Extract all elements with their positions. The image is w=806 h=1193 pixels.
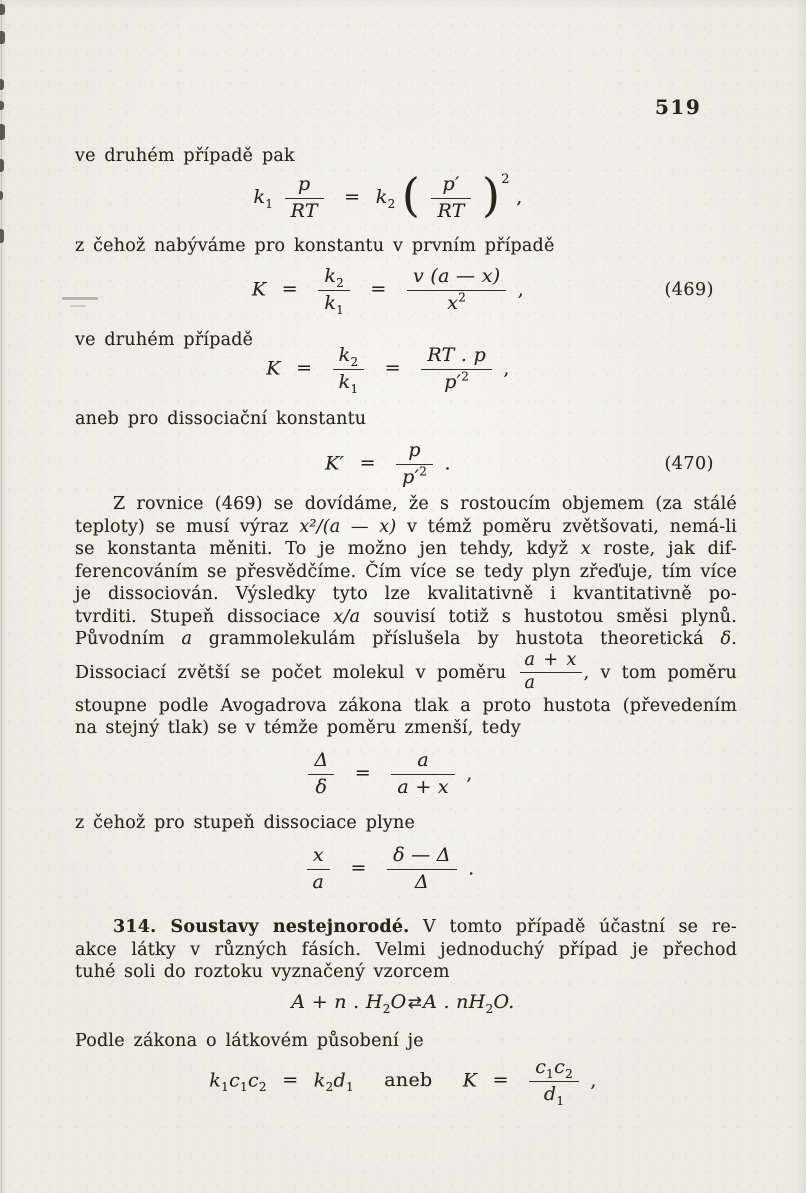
eq-punctuation: ,: [466, 762, 473, 785]
fraction-numerator: a: [417, 749, 429, 771]
fraction-numerator: p: [297, 172, 311, 195]
text-run: , v tom poměru: [583, 662, 737, 683]
text-line-intro1: ve druhém případě pak: [75, 146, 295, 166]
equals-sign: =: [281, 278, 298, 301]
equation-density-ratio: [60, 750, 716, 799]
fraction-denominator: [333, 369, 365, 394]
scan-artifact: [0, 79, 4, 90]
text-run: akce látky v různých fásích. Velmi jednoduchý případ je přechod: [75, 939, 737, 960]
fraction-denominator: [318, 290, 350, 315]
fraction: [387, 845, 457, 894]
equation-number: (469): [664, 280, 714, 301]
fraction-numerator: x: [312, 844, 324, 866]
text-line-after-ratio: z čehož pro stupeň dissociace plyne: [75, 813, 416, 833]
eq-subscript: 2: [258, 1080, 267, 1095]
text-run: ferencováním se přesvědčíme. Čím více se tedy plyn zřeďuje, tím více: [75, 561, 737, 582]
left-parenthesis: (: [401, 168, 421, 222]
text-run: Dissociací zvětší se počet molekul v poměru: [75, 662, 518, 683]
text-line: [75, 961, 737, 984]
eq-var: k: [375, 186, 388, 208]
eq-var: c: [247, 1069, 259, 1092]
text-line-intro4: aneb pro dissociační konstantu: [75, 409, 367, 429]
fraction-numerator: v (a — x): [413, 265, 501, 287]
eq-term: A + n . H: [291, 991, 383, 1013]
fraction: [529, 1057, 579, 1106]
text-line: [75, 717, 737, 740]
scan-artifact: [0, 31, 5, 44]
inline-fraction: $\frac{a + x}{a}$: [520, 651, 582, 693]
eq-subscript: 1: [556, 1093, 565, 1108]
eq-var: k: [338, 370, 351, 393]
text-run: se konstanta měniti. To je možno jen tehdy, když: [75, 539, 581, 559]
fraction: [391, 750, 455, 799]
fraction: [396, 440, 433, 489]
fraction-denominator: δ: [308, 774, 334, 799]
text-run: roste, jak dif-: [590, 539, 737, 559]
eq-var: x: [447, 291, 459, 314]
eq-subscript: 1: [346, 1080, 354, 1095]
italic-run: x²/(a — x): [299, 516, 397, 537]
equation-mass-action: [75, 1057, 731, 1106]
text-run: teploty) se musí výraz: [75, 516, 300, 537]
eq-word-aneb: aneb: [384, 1069, 433, 1092]
text-run: grammolekulám příslušela by hustota theoretická: [192, 629, 721, 649]
fraction: [285, 174, 324, 223]
eq-subscript: 1: [336, 302, 345, 317]
equation-pressure: [60, 168, 716, 222]
eq-punctuation: ,: [517, 278, 525, 301]
bold-run: 314. Soustavy nestejnorodé.: [113, 917, 410, 937]
text-line: [75, 493, 737, 516]
fraction-denominator: a + x: [391, 774, 455, 799]
eq-var: k: [324, 265, 337, 287]
text-run: souvisí totiž s hustotou směsi plynů.: [360, 606, 737, 627]
equation-469: [60, 266, 716, 315]
text-line: [75, 651, 737, 695]
text-line-intro2: z čehož nabýváme pro konstantu v prvním případě: [75, 236, 555, 256]
fraction: [333, 345, 365, 394]
eq-var: p′: [444, 370, 462, 393]
text-run: Z rovnice (469) se dovídáme, že s rostoucím objemem (za stálé: [113, 494, 737, 514]
eq-punctuation: .: [444, 452, 451, 475]
eq-var: k: [338, 344, 351, 366]
equation-number: (470): [664, 454, 714, 475]
equation-degree-of-dissociation: [60, 845, 716, 894]
eq-var: K: [266, 357, 281, 380]
eq-subscript: 2: [387, 196, 396, 211]
fraction: [308, 750, 334, 799]
text-line: [75, 695, 737, 718]
fraction-numerator: p′: [442, 172, 460, 195]
scan-artifact: [0, 101, 4, 110]
eq-var: K: [462, 1069, 478, 1092]
eq-var: k: [253, 186, 266, 208]
eq-subscript: 2: [350, 354, 359, 369]
eq-punctuation: ,: [516, 186, 523, 208]
equals-sign: =: [492, 1069, 509, 1092]
fraction-denominator: [396, 464, 433, 489]
eq-var: c: [535, 1056, 547, 1078]
fraction: [407, 266, 506, 315]
fraction-denominator: RT: [431, 198, 470, 223]
eq-subscript: 1: [240, 1080, 248, 1095]
text-run: V tomto případě účastní se re-: [409, 917, 737, 937]
italic-run: x/a: [333, 606, 361, 627]
scan-artifact: [0, 4, 5, 15]
eq-var: k: [313, 1069, 326, 1092]
text-line: [75, 606, 737, 629]
text-run: stoupne podle Avogadrova zákona tlak a proto hustota (převedením: [75, 695, 737, 716]
eq-subscript: 1: [350, 381, 359, 396]
paragraph-dissociation: [75, 493, 737, 740]
fraction-numerator: [333, 345, 365, 369]
eq-subscript: 1: [546, 1066, 555, 1081]
text-line: [75, 561, 737, 584]
eq-exponent: 2: [458, 290, 467, 305]
eq-var: K: [251, 278, 267, 301]
eq-var: k: [324, 291, 337, 314]
text-line-mass-intro: Podle zákona o látkovém působení je: [75, 1031, 424, 1051]
scan-artifact: [0, 191, 3, 200]
eq-term: A . nH: [423, 991, 486, 1013]
eq-punctuation: ,: [590, 1069, 597, 1092]
eq-subscript: 2: [325, 1080, 334, 1095]
equals-sign: =: [359, 452, 376, 475]
equals-sign: =: [384, 357, 401, 380]
eq-subscript: 1: [221, 1080, 230, 1095]
text-line: [75, 583, 737, 606]
eq-var: d: [543, 1082, 557, 1105]
fraction-numerator: [318, 266, 350, 290]
eq-var: d: [333, 1069, 346, 1092]
text-run: tvrditi. Stupeň dissociace: [75, 606, 334, 627]
scan-artifact: [0, 159, 4, 172]
equals-sign: =: [370, 278, 387, 301]
eq-exponent: 2: [501, 172, 510, 187]
equation-470: [60, 440, 716, 489]
scan-artifact: [1, 0, 2, 1193]
fraction-numerator: δ — Δ: [393, 844, 451, 866]
text-run: v témž poměru zvětšovati, nemá-li: [396, 516, 737, 537]
fraction-numerator: Δ: [314, 749, 329, 771]
text-run: na stejný tlak) se v témže poměru zmenší, tedy: [75, 718, 522, 738]
fraction-numerator: [529, 1057, 579, 1081]
paragraph-314-heterogeneous-systems: [75, 916, 737, 984]
text-run: .: [731, 629, 737, 649]
eq-var: k: [209, 1069, 222, 1092]
italic-run: a: [181, 629, 193, 649]
eq-exponent: 2: [461, 369, 470, 384]
text-line: [75, 939, 737, 962]
text-run: Původním: [75, 629, 182, 649]
text-line: [75, 516, 737, 539]
page-number: 519: [655, 95, 702, 119]
equals-sign: =: [282, 1069, 299, 1092]
equilibrium-arrows-icon: ⇄: [407, 993, 423, 1013]
text-run: je dissociován. Výsledky tyto lze kvalitativně i kvantitativně po-: [75, 584, 737, 604]
text-run: tuhé soli do roztoku vyznačený vzorcem: [75, 962, 450, 982]
equals-sign: =: [350, 857, 367, 880]
eq-term: O: [390, 991, 407, 1013]
scan-artifact: [0, 229, 4, 243]
eq-var: K′: [325, 452, 345, 475]
fraction-denominator: [407, 290, 506, 315]
eq-term: O.: [493, 991, 515, 1013]
text-line: [75, 538, 737, 561]
fraction: [318, 266, 350, 315]
eq-var: c: [554, 1056, 566, 1078]
eq-subscript: 2: [382, 1001, 391, 1016]
fraction-denominator: a: [307, 869, 331, 894]
eq-subscript: 2: [336, 275, 345, 290]
fraction-denominator: [421, 369, 492, 394]
equals-sign: =: [296, 357, 313, 380]
right-parenthesis: ): [482, 168, 501, 222]
eq-punctuation: .: [468, 857, 475, 880]
text-line: [75, 916, 737, 939]
eq-subscript: 2: [565, 1066, 573, 1081]
eq-subscript: 2: [485, 1001, 494, 1016]
italic-run: x: [580, 539, 591, 559]
equation-second-case: [60, 345, 716, 394]
fraction-numerator: p: [408, 439, 421, 461]
fraction: [431, 174, 470, 223]
equals-sign: =: [354, 762, 372, 785]
equation-hydrate: [75, 991, 731, 1016]
equals-sign: =: [344, 186, 361, 208]
fraction-denominator: [529, 1081, 579, 1106]
text-line: [75, 628, 737, 651]
eq-var: c: [229, 1069, 241, 1092]
eq-punctuation: ,: [503, 357, 510, 380]
eq-exponent: 2: [419, 464, 428, 479]
fraction-denominator: Δ: [387, 869, 457, 894]
fraction-numerator: RT . p: [427, 344, 487, 366]
fraction: [421, 345, 492, 394]
italic-run: δ: [720, 629, 732, 649]
scan-artifact: [0, 124, 5, 140]
fraction: [307, 845, 331, 894]
text-line-intro3: ve druhém případě: [75, 330, 254, 350]
fraction-denominator: RT: [285, 198, 324, 223]
eq-subscript: 1: [265, 196, 274, 211]
eq-var: p′: [402, 465, 420, 488]
